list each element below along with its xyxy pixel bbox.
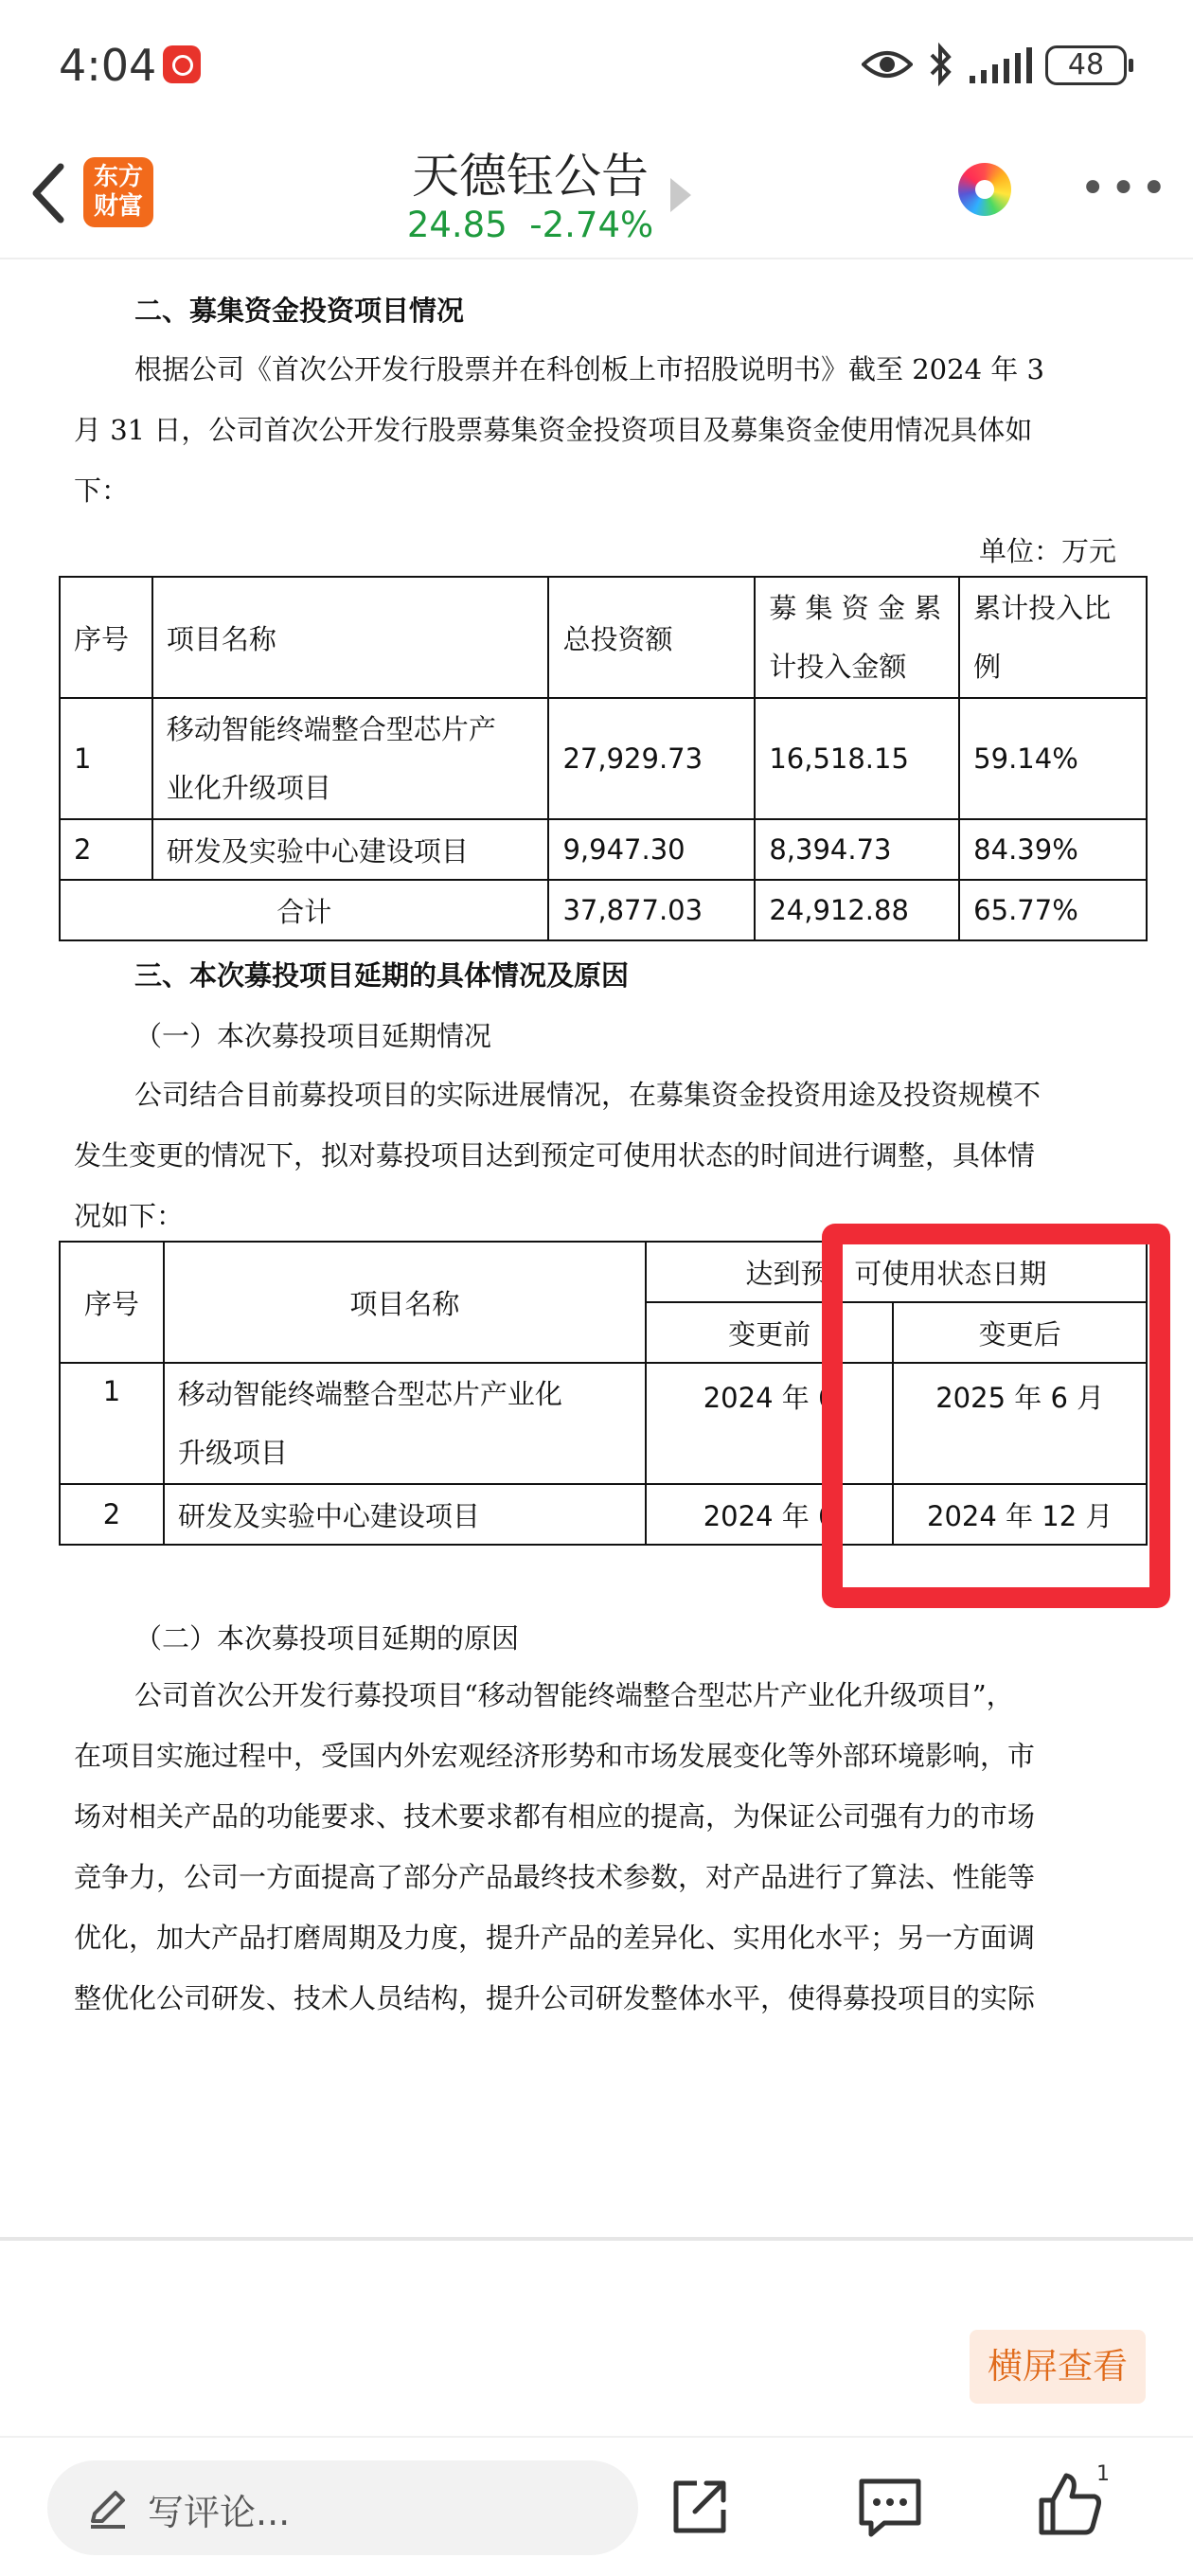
invested-amount: 8,394.73 (755, 819, 959, 880)
project-name-line: 升级项目 (177, 1437, 288, 1469)
expand-arrow-icon[interactable] (670, 178, 691, 212)
signal-icon (968, 47, 1034, 85)
comment-placeholder: 写评论... (148, 2492, 291, 2533)
total-investment: 27,929.73 (548, 698, 755, 819)
total-investment: 9,947.30 (548, 819, 755, 880)
table-header-cell: 序号 (60, 1242, 164, 1363)
date-before: 2024 年 6 (646, 1484, 894, 1545)
like-count: 1 (1096, 2462, 1110, 2486)
table-header-cell: 总投资额 (548, 577, 755, 698)
back-arrow-icon[interactable] (23, 159, 80, 227)
project-name-line: 业化升级项目 (166, 772, 331, 804)
project-name-line: 移动智能终端整合型芯片产 (166, 713, 496, 745)
content-divider (0, 2237, 1193, 2241)
sub1-para-line2: 发生变更的情况下，拟对募投项目达到预定可使用状态的时间进行调整，具体情 (74, 1139, 1036, 1172)
invested-ratio: 59.14% (959, 698, 1147, 819)
project-name-line: 移动智能终端整合型芯片产业化 (177, 1378, 562, 1410)
table-header-cell (959, 577, 1147, 698)
paragraph-line: 公司首次公开发行募投项目“移动智能终端整合型芯片产业化升级项目”， (134, 1679, 1014, 1711)
price-change: -2.74% (529, 205, 654, 245)
paragraph-line: 优化，加大产品打磨周期及力度，提升产品的差异化、实用化水平；另一方面调 (74, 1922, 1036, 1954)
page-title: 天德钰公告 (412, 149, 649, 204)
table-header-cell: 变更前 (646, 1302, 894, 1363)
paragraph-line: 场对相关产品的功能要求、技术要求都有相应的提高，为保证公司强有力的市场 (74, 1800, 1036, 1833)
table-header-row (60, 577, 1147, 698)
project-name: 研发及实验中心建设项目 (164, 1484, 646, 1545)
table-header-cell (755, 577, 959, 698)
date-after: 2024 年 12 月 (893, 1484, 1147, 1545)
status-time: 4:04 (59, 40, 157, 91)
landscape-view-button[interactable]: 横屏查看 (970, 2330, 1146, 2404)
fund-usage-table (59, 576, 1148, 941)
paragraph-line: 整优化公司研发、技术人员结构，提升公司研发整体水平，使得募投项目的实际 (74, 1982, 1036, 2014)
date-before: 2024 年 6 (646, 1363, 894, 1484)
section3-title: 三、本次募投项目延期的具体情况及原因 (134, 959, 630, 992)
table-header-cell: 项目名称 (152, 577, 549, 698)
price-value: 24.85 (406, 205, 507, 245)
header-text-line: 累计投入比 (973, 592, 1112, 624)
paragraph-line: 竞争力，公司一方面提高了部分产品最终技术参数，对产品进行了算法、性能等 (74, 1861, 1036, 1893)
header-text-line: 募 集 资 金 累 (769, 592, 942, 624)
sub1-para-line3: 况如下： (74, 1200, 185, 1232)
eastmoney-logo: 东方财富 (83, 157, 153, 227)
section2-para-line1: 根据公司《首次公开发行股票并在科创板上市招股说明书》截至 2024 年 3 (134, 353, 1044, 385)
table-row (60, 698, 1147, 819)
paragraph-line: 在项目实施过程中，受国内外宏观经济形势和市场发展变化等外部环境影响，市 (74, 1740, 1036, 1772)
project-name: 研发及实验中心建设项目 (152, 819, 549, 880)
invested-amount: 16,518.15 (755, 698, 959, 819)
battery-indicator: 48 (1045, 45, 1127, 85)
notification-app-icon (163, 45, 201, 83)
project-name (152, 698, 549, 819)
header-divider (0, 258, 1193, 259)
table-header-cell: 序号 (60, 577, 152, 698)
sub2-title: （二）本次募投项目延期的原因 (134, 1622, 520, 1655)
pen-icon (85, 2485, 131, 2531)
row-number: 2 (60, 819, 152, 880)
header-text-line: 例 (973, 651, 1002, 683)
project-name (164, 1363, 646, 1484)
header-text-line: 计投入金额 (769, 651, 907, 683)
sub2-paragraph (74, 1665, 1146, 2029)
thumbs-up-icon[interactable] (1036, 2470, 1104, 2538)
row-number: 1 (60, 1363, 164, 1484)
sub1-title: （一）本次募投项目延期情况 (134, 1020, 492, 1052)
section2-title: 二、募集资金投资项目情况 (134, 295, 465, 327)
sum-invested: 24,912.88 (755, 880, 959, 940)
eye-icon (862, 47, 913, 81)
stock-price (369, 205, 691, 245)
table-sum-row (60, 880, 1147, 940)
unit-label: 单位：万元 (979, 535, 1117, 567)
color-wheel-icon[interactable] (958, 163, 1011, 216)
sum-total: 37,877.03 (548, 880, 755, 940)
red-highlight-box (822, 1224, 1170, 1608)
section2-para-line3: 下： (74, 474, 130, 507)
date-header-right: 可使用状态日期 (854, 1257, 1047, 1290)
bluetooth-icon (928, 42, 954, 87)
sub1-para-line1: 公司结合目前募投项目的实际进展情况，在募集资金投资用途及投资规模不 (134, 1079, 1042, 1111)
comment-input[interactable] (47, 2460, 638, 2555)
bottom-bar-divider (0, 2436, 1193, 2438)
invested-ratio: 84.39% (959, 819, 1147, 880)
row-number: 1 (60, 698, 152, 819)
section2-para-line2: 月 31 日，公司首次公开发行股票募集资金投资项目及募集资金使用情况具体如 (74, 414, 1033, 446)
table-header-cell: 变更后 (893, 1302, 1147, 1363)
row-number: 2 (60, 1484, 164, 1545)
share-icon[interactable] (668, 2476, 731, 2538)
sum-label: 合计 (60, 880, 548, 940)
table-row (60, 819, 1147, 880)
more-options-icon[interactable]: ••• (1079, 162, 1171, 215)
sum-ratio: 65.77% (959, 880, 1147, 940)
message-icon[interactable] (856, 2476, 924, 2538)
date-after: 2025 年 6 月 (893, 1363, 1147, 1484)
date-header-left: 达到预 (745, 1257, 828, 1290)
table-header-cell: 项目名称 (164, 1242, 646, 1363)
